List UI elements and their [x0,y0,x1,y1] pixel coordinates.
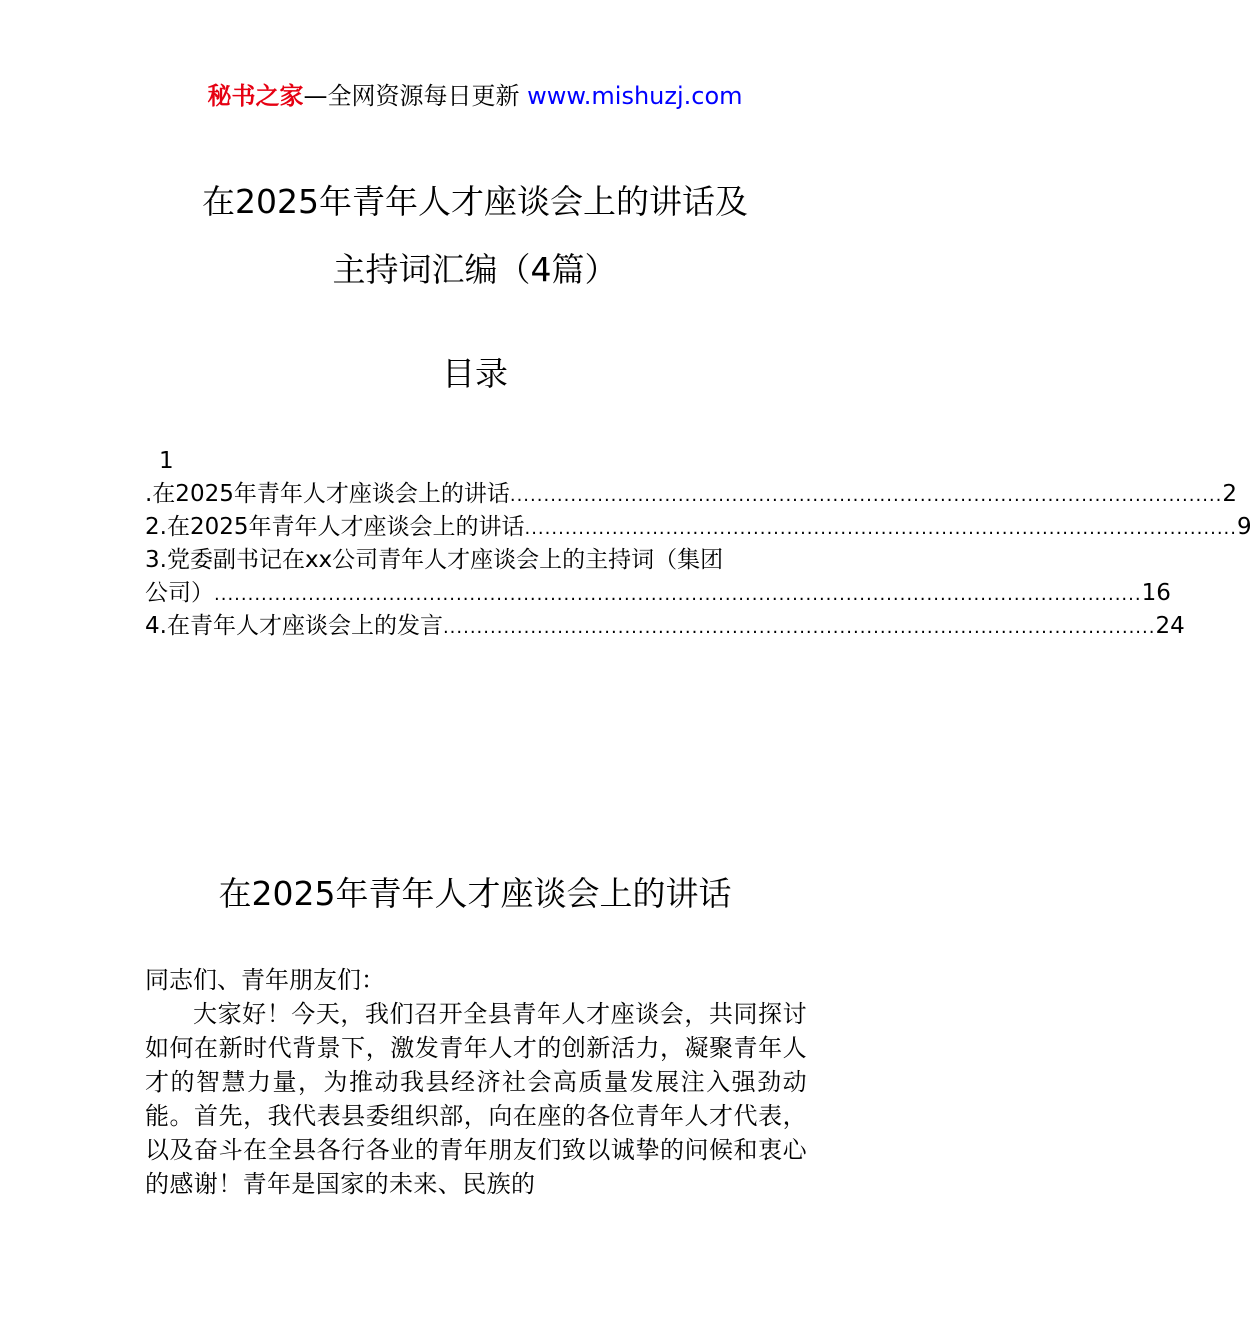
toc-entry-3[interactable] [145,577,1171,610]
toc-entry-label: .在2025年青年人才座谈会上的讲话 [145,481,510,507]
toc-entry-3-line-1[interactable]: 3.党委副书记在xx公司青年人才座谈会上的主持词（集团 [145,547,724,573]
document-title-line-2: 主持词汇编（4篇） [332,250,618,289]
site-url-link[interactable]: www.mishuzj.com [527,82,743,110]
toc-leader-dots: .......................................................................................................... [442,617,1156,638]
article-paragraph: 大家好！今天，我们召开全县青年人才座谈会，共同探讨如何在新时代背景下，激发青年人才的创新活力，凝聚青年人才的智慧力量，为推动我县经济社会高质量发展注入强劲动能。首先，我代表县委组织部，向在座的各位青年人才代表，以及奋斗在全县各行各业的青年朋友们致以诚挚的问候和衷心的感谢！青年是国家的未来、民族的 [145,1000,807,1198]
table-of-contents [145,445,1252,643]
toc-entry-1[interactable] [145,478,1237,511]
article-greeting: 同志们、青年朋友们： [145,966,385,994]
toc-entry-4[interactable] [145,610,1185,643]
slogan: —全网资源每日更新 [303,82,520,110]
article-title: 在2025年青年人才座谈会上的讲话 [218,874,732,913]
toc-leader-dots: .......................................................................................................................................... [214,584,1142,605]
toc-entry-page: 24 [1155,613,1185,639]
toc-first-number: 1 [159,448,174,474]
toc-entry-page: 16 [1141,580,1171,606]
toc-entry-label: 公司） [145,580,214,606]
toc-entry-page: 9 [1236,514,1252,540]
toc-entry-label: 4.在青年人才座谈会上的发言 [145,613,443,639]
toc-heading: 目录 [442,354,508,393]
site-header [0,78,950,114]
toc-entry-label: 2.在2025年青年人才座谈会上的讲话 [145,514,525,540]
article-body [145,963,807,1201]
toc-leader-dots: .......................................................................................................... [524,518,1237,539]
toc-leader-dots: .......................................................................................................... [509,485,1223,506]
toc-entry-2[interactable] [145,511,1252,544]
document-title-line-1: 在2025年青年人才座谈会上的讲话及 [202,182,748,221]
toc-entry-page: 2 [1222,481,1237,507]
brand-name: 秘书之家 [207,82,304,110]
